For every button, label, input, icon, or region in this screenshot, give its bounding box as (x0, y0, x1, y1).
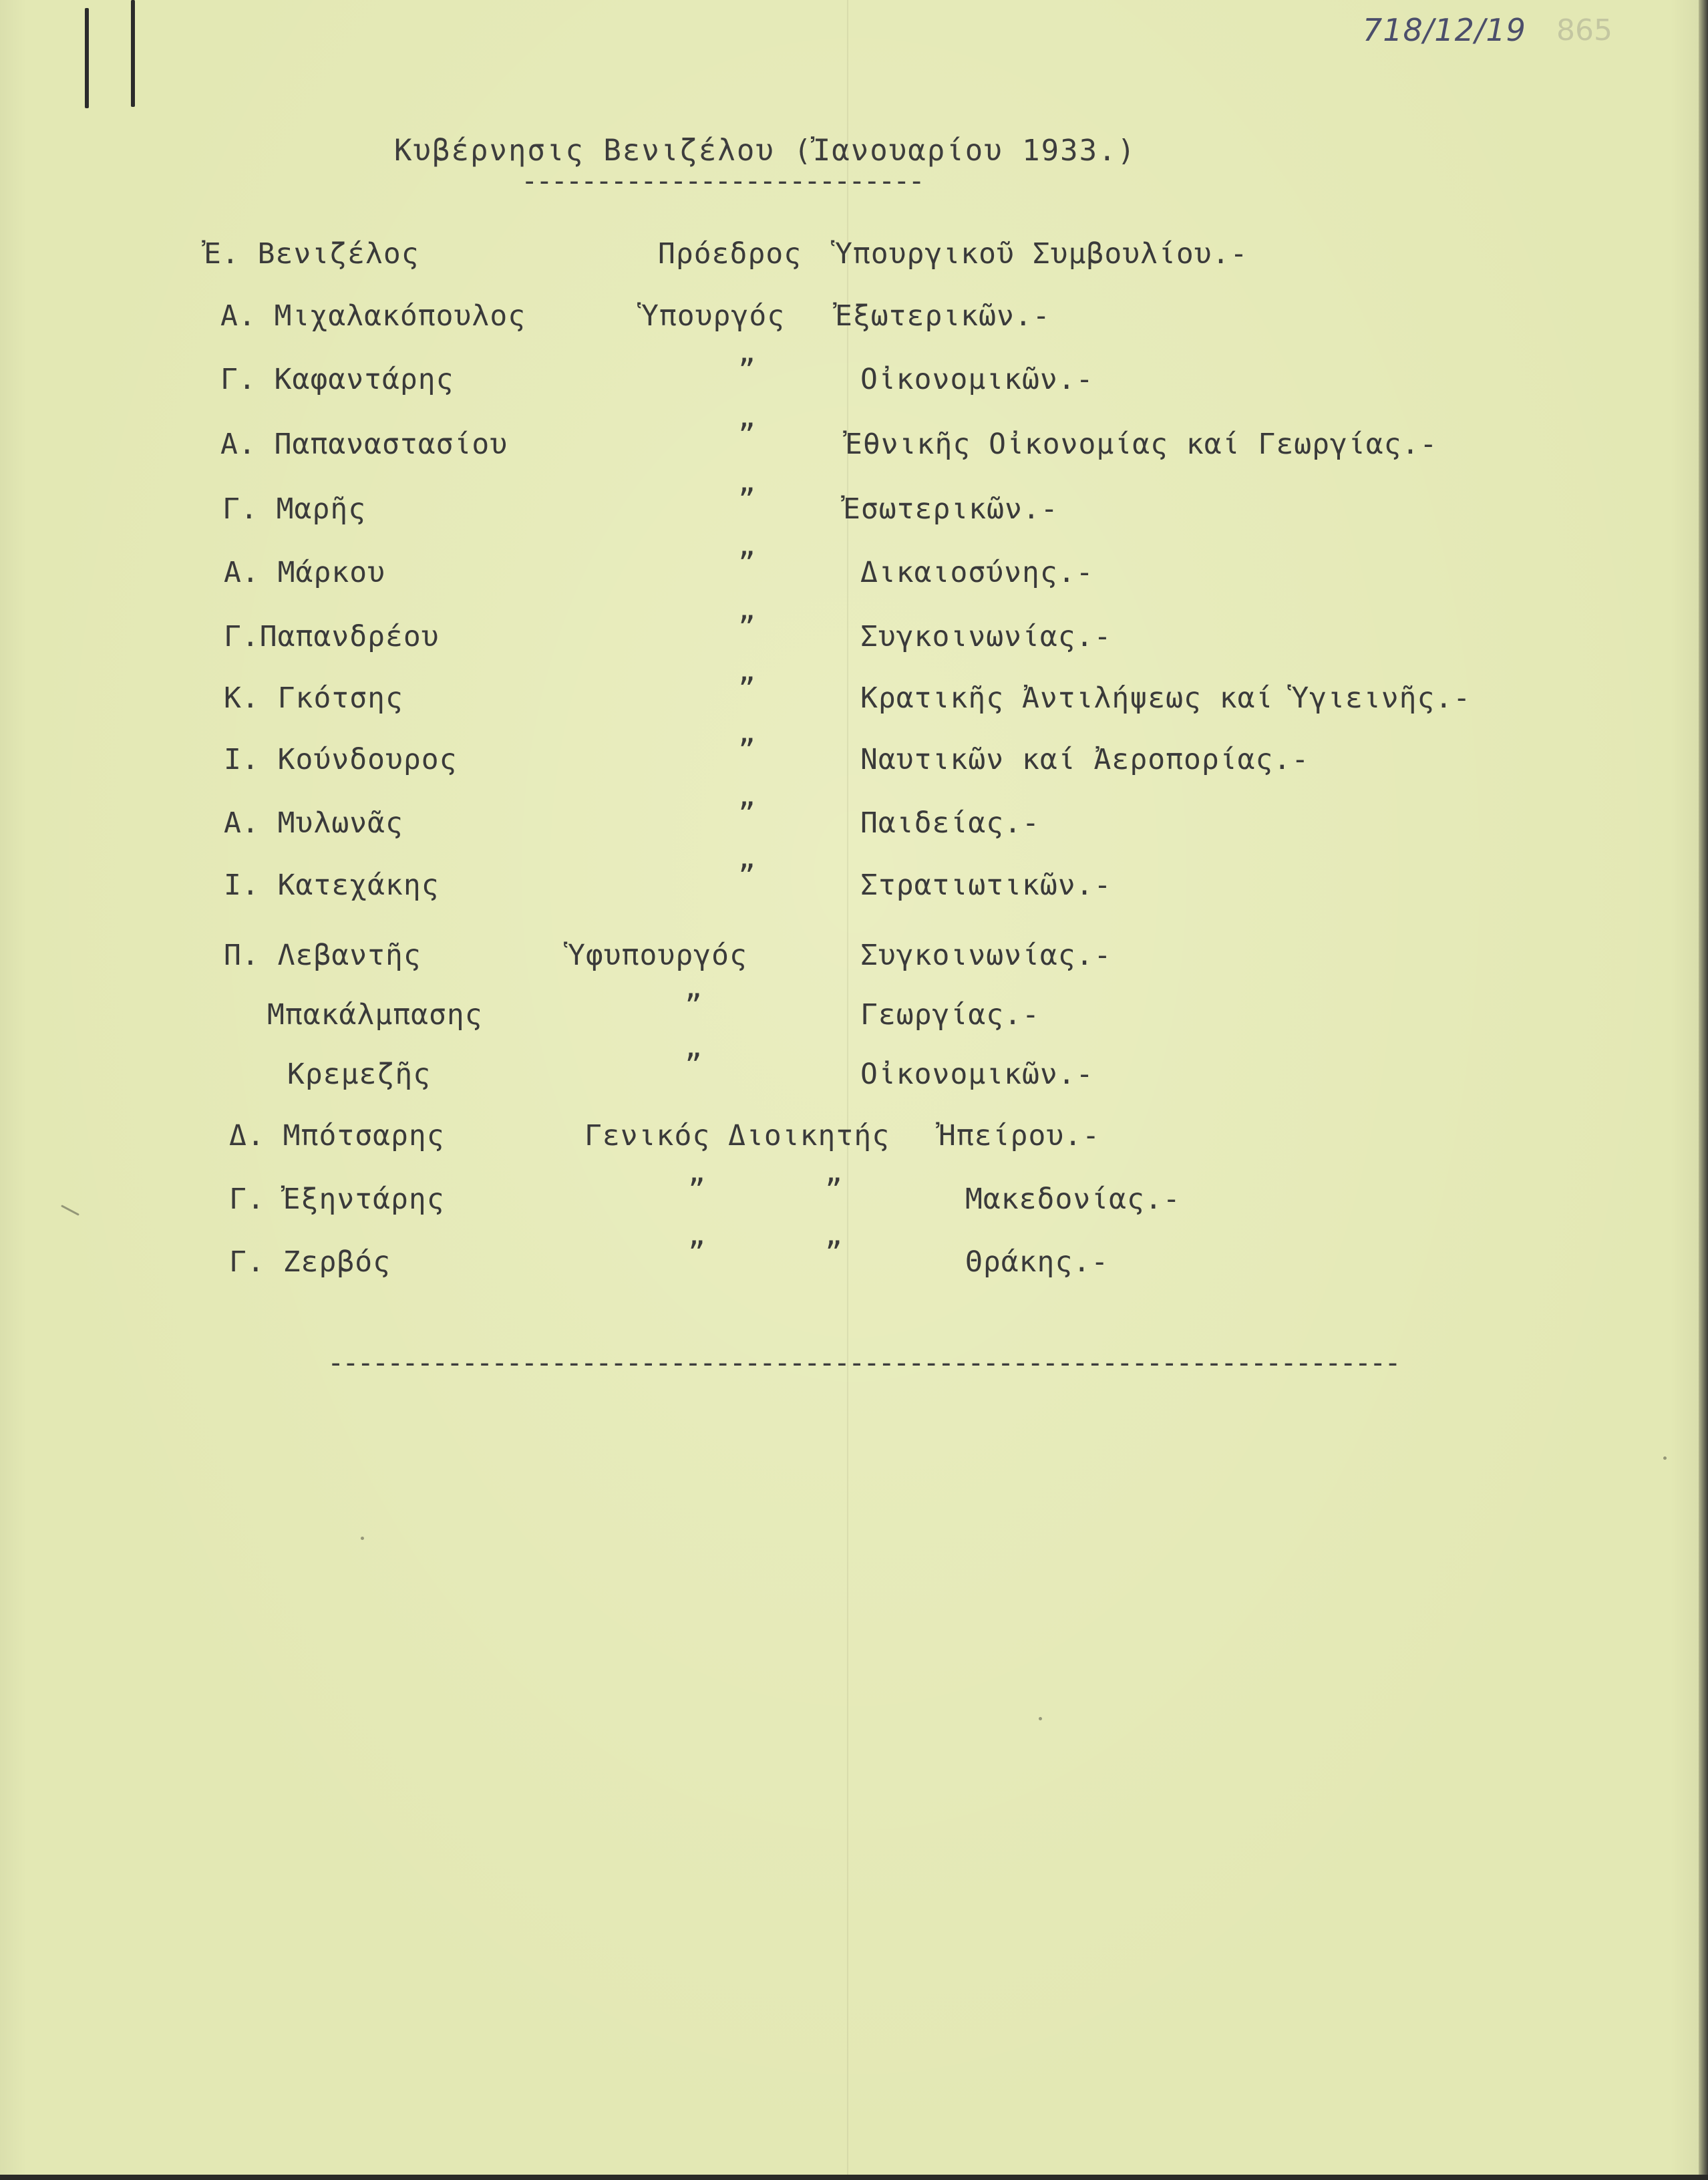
paper-speck (1039, 1717, 1042, 1720)
ministry-dept: Θράκης.- (965, 1245, 1109, 1279)
ministry-dept: Συγκοινωνίας.- (860, 620, 1112, 653)
minister-name: Α. Μάρκου (224, 556, 385, 589)
page-edge-bottom (0, 2175, 1708, 2180)
cabinet-row (0, 418, 1708, 468)
ministry-dept: Ἠπείρου.- (938, 1119, 1100, 1152)
minister-role: Πρόεδρος (658, 237, 802, 271)
minister-name: Μπακάλμπασης (267, 998, 483, 1032)
minister-role: ” (738, 483, 756, 516)
paper-speck (1663, 1456, 1667, 1460)
ministry-dept: Ἐθνικῆς Οἰκονομίας καί Γεωργίας.- (845, 428, 1438, 461)
page-edge-right (1699, 0, 1708, 2180)
minister-name: Α. Μιχαλακόπουλος (220, 299, 526, 333)
minister-name: Α. Παπαναστασίου (220, 428, 508, 461)
ministry-dept: Δικαιοσύνης.- (860, 556, 1094, 589)
minister-name: Ι. Κατεχάκης (224, 869, 440, 902)
minister-name: Γ. Μαρῆς (222, 492, 367, 526)
paper-speck (361, 1537, 364, 1540)
minister-name: Γ.Παπανδρέου (224, 620, 440, 653)
ministry-dept: Παιδείας.- (860, 806, 1040, 840)
minister-name: Γ. Ζερβός (229, 1245, 391, 1279)
minister-name: Α. Μυλωνᾶς (224, 806, 403, 840)
minister-name: Ἐ. Βενιζέλος (204, 237, 419, 271)
cabinet-row (0, 353, 1708, 403)
cabinet-row (0, 1119, 1708, 1159)
document-title: Κυβέρνησις Βενιζέλου (Ἰανουαρίου 1933.) (394, 134, 1137, 168)
cabinet-row (0, 1048, 1708, 1098)
minister-role: Ὑφυπουργός (568, 939, 747, 972)
minister-role: ” (738, 797, 756, 830)
minister-name: Γ. Ἐξηντάρης (229, 1183, 445, 1216)
archive-number: 718/12/19 (1363, 12, 1526, 48)
cabinet-row (0, 797, 1708, 846)
punch-mark-left (85, 8, 89, 108)
ministry-dept: Γεωργίας.- (860, 998, 1040, 1032)
cabinet-row (0, 859, 1708, 909)
minister-role: Γενικός Διοικητής (584, 1119, 890, 1152)
minister-role: ” (688, 1236, 706, 1269)
punch-mark-right (131, 0, 135, 107)
minister-name: Δ. Μπότσαρης (229, 1119, 445, 1152)
cabinet-row (0, 989, 1708, 1038)
minister-role-second: ” (825, 1236, 843, 1269)
ministry-dept: Ναυτικῶν καί Ἀεροπορίας.- (860, 743, 1310, 776)
minister-role: ” (685, 989, 703, 1022)
minister-name: Ι. Κούνδουρος (224, 743, 458, 776)
ministry-dept: Οἰκονομικῶν.- (860, 363, 1094, 396)
minister-role: ” (738, 418, 756, 452)
cabinet-row (0, 611, 1708, 660)
ministry-dept: Στρατιωτικῶν.- (860, 869, 1112, 902)
ministry-dept: Οἰκονομικῶν.- (860, 1058, 1094, 1091)
minister-role: ” (738, 734, 756, 767)
minister-role: ” (738, 611, 756, 644)
minister-role: ” (688, 1173, 706, 1207)
cabinet-row (0, 1173, 1708, 1223)
minister-role: ” (738, 859, 756, 893)
title-underline: --------------------------- (521, 164, 923, 197)
minister-role: ” (738, 672, 756, 706)
cabinet-row (0, 672, 1708, 722)
ministry-dept: Συγκοινωνίας.- (860, 939, 1112, 972)
cabinet-row (0, 1236, 1708, 1285)
cabinet-row (0, 547, 1708, 596)
minister-role: ” (685, 1048, 703, 1082)
cabinet-row (0, 299, 1708, 339)
closing-rule: ------------------------------------------------------------------------ (327, 1346, 1399, 1379)
cabinet-row (0, 237, 1708, 277)
minister-name: Κ. Γκότσης (224, 681, 403, 715)
ministry-dept: Μακεδονίας.- (965, 1183, 1181, 1216)
faint-stamp-number: 865 (1556, 13, 1612, 47)
ministry-dept: Ἐξωτερικῶν.- (835, 299, 1051, 333)
cabinet-row (0, 939, 1708, 979)
ministry-dept: Ὑπουργικοῦ Συμβουλίου.- (835, 237, 1248, 271)
minister-name: Π. Λεβαντῆς (224, 939, 421, 972)
ministry-dept: Κρατικῆς Ἀντιλήψεως καί Ὑγιεινῆς.- (860, 681, 1472, 715)
minister-role-second: ” (825, 1173, 843, 1207)
minister-role: Ὑπουργός (641, 299, 786, 333)
cabinet-row (0, 483, 1708, 532)
minister-name: Γ. Καφαντάρης (220, 363, 454, 396)
ministry-dept: Ἐσωτερικῶν.- (843, 492, 1059, 526)
minister-name: Κρεμεζῆς (287, 1058, 432, 1091)
minister-role: ” (738, 353, 756, 387)
cabinet-row (0, 734, 1708, 783)
minister-role: ” (738, 547, 756, 580)
